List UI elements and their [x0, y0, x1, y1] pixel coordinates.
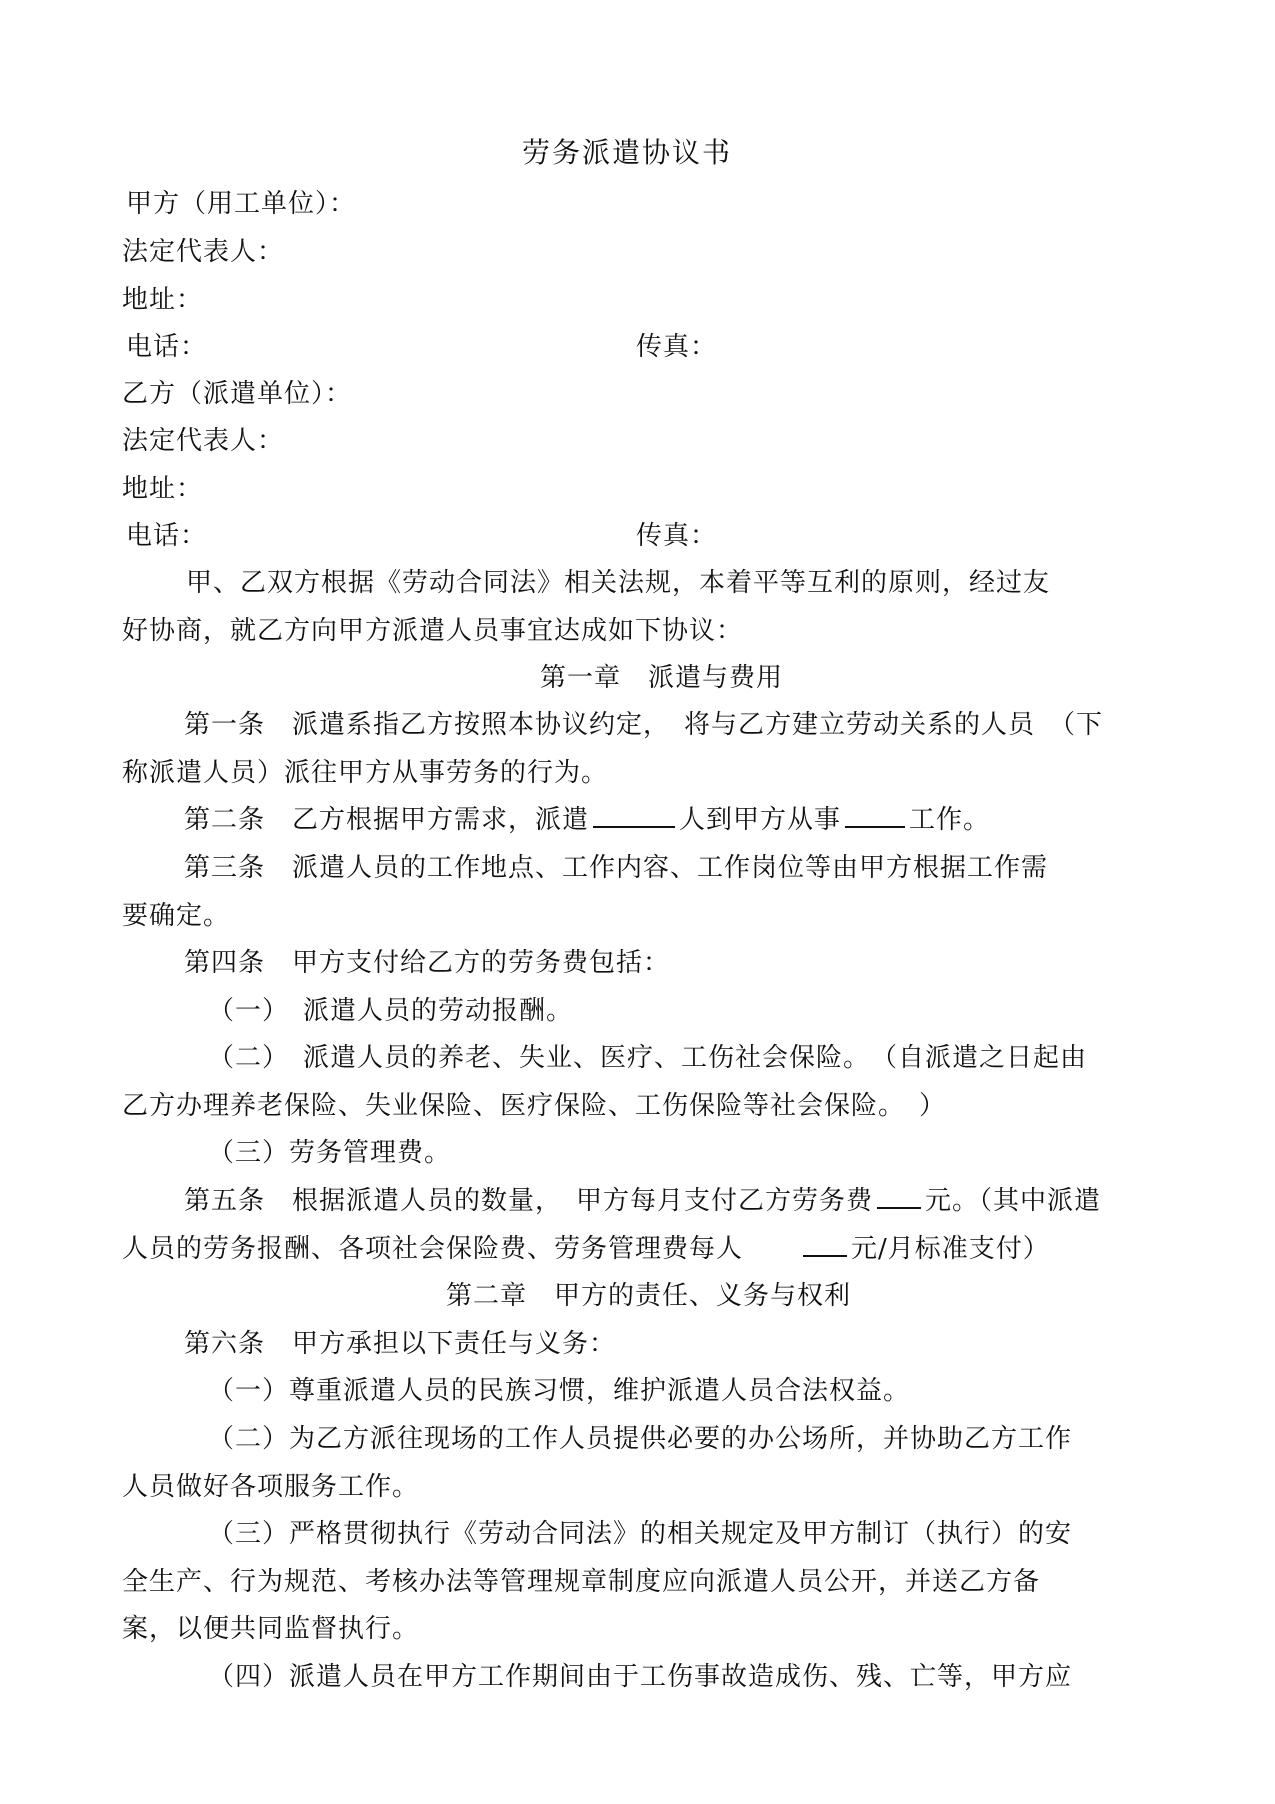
- monthly-fee-blank[interactable]: [877, 1185, 921, 1209]
- article-6-item-2-line-2: 人员做好各项服务工作。: [122, 1472, 420, 1502]
- party-b-fax-label: 传真：: [636, 521, 718, 551]
- article-5-line-2-text-start: 人员的劳务报酬、各项社会保险费、劳务管理费每人: [122, 1234, 744, 1264]
- article-4-item-2-line-2: 乙方办理养老保险、失业保险、医疗保险、工伤保险等社会保险。 ）: [122, 1091, 947, 1121]
- article-6-item-4-line-1: （四）派遣人员在甲方工作期间由于工伤事故造成伤、残、亡等，甲方应: [208, 1662, 1073, 1692]
- party-a-fax-label: 传真：: [636, 332, 718, 362]
- article-6-item-3-line-2: 全生产、行为规范、考核办法等管理规章制度应向派遣人员公开，并送乙方备: [122, 1567, 1041, 1597]
- party-a-name-label: 甲方（用工单位）：: [126, 189, 357, 219]
- article-5-line-1: [184, 1184, 1101, 1218]
- article-5-text-start: 第五条 根据派遣人员的数量， 甲方每月支付乙方劳务费: [184, 1186, 874, 1216]
- article-6-item-3-line-1: （三）严格贯彻执行《劳动合同法》的相关规定及甲方制订（执行）的安: [208, 1519, 1073, 1549]
- preamble-line-1: 甲、乙双方根据《劳动合同法》相关法规，本着平等互利的原则，经过友: [186, 568, 1051, 598]
- article-2-text-mid: 人到甲方从事: [679, 805, 842, 835]
- party-b-address-label: 地址：: [122, 474, 204, 504]
- chapter-1-title: 第一章 派遣与费用: [540, 663, 784, 693]
- article-6-item-1: （一）尊重派遣人员的民族习惯，维护派遣人员合法权益。: [208, 1376, 911, 1406]
- party-b-phone-label: 电话：: [126, 521, 208, 551]
- preamble-line-2: 好协商，就乙方向甲方派遣人员事宜达成如下协议：: [122, 616, 744, 646]
- party-a-address-label: 地址：: [122, 285, 204, 315]
- party-a-phone-label: 电话：: [126, 332, 208, 362]
- worker-count-blank[interactable]: [593, 804, 675, 828]
- article-1-line-1: 第一条 派遣系指乙方按照本协议约定， 将与乙方建立劳动关系的人员 （下: [184, 710, 1104, 740]
- article-3-line-1: 第三条 派遣人员的工作地点、工作内容、工作岗位等由甲方根据工作需: [184, 853, 1049, 883]
- article-5-line-2-text-end: 元/月标准支付）: [851, 1234, 1050, 1264]
- article-6-item-3-line-3: 案，以便共同监督执行。: [122, 1614, 420, 1644]
- article-4-item-3: （三）劳务管理费。: [208, 1138, 452, 1168]
- article-6-line-1: 第六条 甲方承担以下责任与义务：: [184, 1329, 617, 1359]
- article-2-text-start: 第二条 乙方根据甲方需求，派遣: [184, 805, 590, 835]
- article-1-line-2: 称派遣人员）派往甲方从事劳务的行为。: [122, 758, 609, 788]
- article-3-line-2: 要确定。: [122, 901, 231, 931]
- party-a-rep-label: 法定代表人：: [122, 237, 285, 267]
- article-5-line-2: [122, 1232, 1050, 1266]
- document-title: 劳务派遣协议书: [522, 136, 733, 169]
- article-4-item-1: （一） 派遣人员的劳动报酬。: [208, 996, 574, 1026]
- per-person-fee-blank[interactable]: [803, 1233, 847, 1257]
- article-2: [184, 803, 990, 837]
- article-4-item-2-line-1: （二） 派遣人员的养老、失业、医疗、工伤社会保险。 （自派遣之日起由: [208, 1043, 1088, 1073]
- article-5-text-end: 元。（其中派遣: [925, 1186, 1102, 1216]
- article-6-item-2-line-1: （二）为乙方派往现场的工作人员提供必要的办公场所，并协助乙方工作: [208, 1424, 1073, 1454]
- article-2-text-end: 工作。: [909, 805, 991, 835]
- article-4-line-1: 第四条 甲方支付给乙方的劳务费包括：: [184, 948, 671, 978]
- party-b-rep-label: 法定代表人：: [122, 426, 285, 456]
- job-type-blank[interactable]: [845, 804, 905, 828]
- chapter-2-title: 第二章 甲方的责任、义务与权利: [446, 1281, 852, 1311]
- party-b-name-label: 乙方（派遣单位）：: [122, 379, 353, 409]
